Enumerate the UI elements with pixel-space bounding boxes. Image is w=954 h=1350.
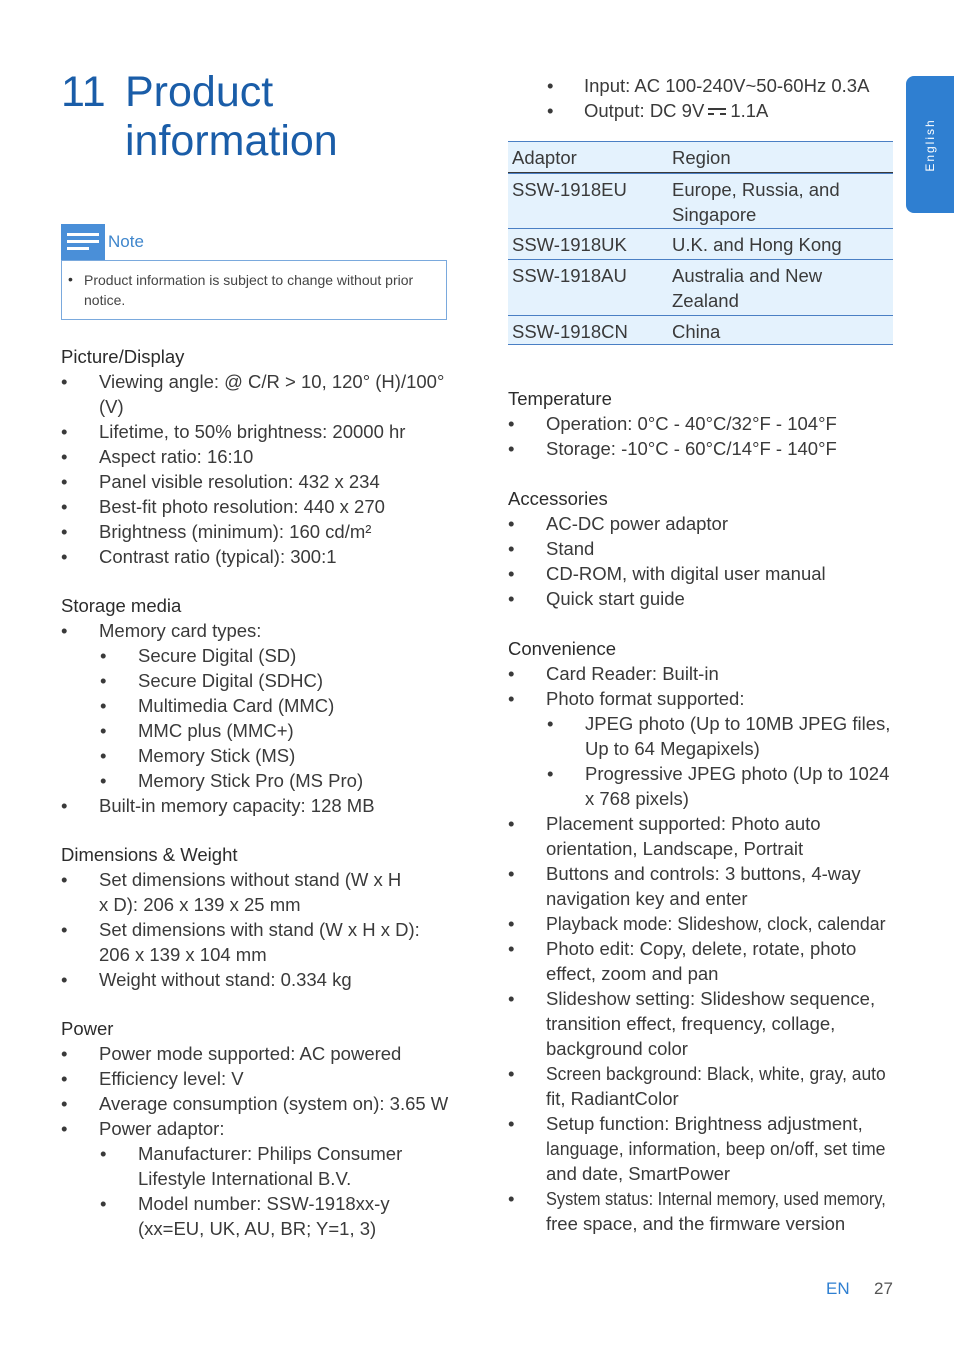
bullet-icon: • <box>61 869 68 890</box>
bullet-icon: • <box>508 863 515 884</box>
bullet-icon: • <box>100 695 107 716</box>
list-item-text: background color <box>546 1038 688 1059</box>
bullet-icon: • <box>61 1043 68 1064</box>
list-item-text: Power mode supported: AC powered <box>99 1043 402 1064</box>
bullet-icon: • <box>100 670 107 691</box>
table-header-cell: Region <box>672 147 731 168</box>
list-item-text: effect, zoom and pan <box>546 963 719 984</box>
section-heading: Temperature <box>508 388 612 409</box>
list-item-text: Progressive JPEG photo (Up to 1024 <box>585 763 890 784</box>
table-cell: SSW-1918AU <box>512 265 627 286</box>
bullet-icon: • <box>61 795 68 816</box>
bullet-icon: • <box>508 913 515 934</box>
table-cell: Europe, Russia, and Singapore <box>672 179 840 225</box>
list-item-text: System status: Internal memory, used memory, <box>546 1188 886 1209</box>
list-item-text: orientation, Landscape, Portrait <box>546 838 804 859</box>
list-item-text: transition effect, frequency, collage, <box>546 1013 836 1034</box>
bullet-icon: • <box>100 745 107 766</box>
list-item-text: Memory card types: <box>99 620 262 641</box>
bullet-icon: • <box>61 969 68 990</box>
table-header <box>508 142 893 173</box>
bullet-icon: • <box>61 1068 68 1089</box>
list-item-text: Memory Stick Pro (MS Pro) <box>138 770 364 791</box>
table-cell: U.K. and Hong Kong <box>672 234 842 255</box>
list-item-text: x 768 pixels) <box>585 788 689 809</box>
bullet-icon: • <box>508 413 515 434</box>
bullet-icon: • <box>61 521 68 542</box>
list-item-text: Set dimensions with stand (W x H x D): <box>99 919 420 940</box>
bullet-icon: • <box>508 588 515 609</box>
note-title: Note <box>108 232 144 251</box>
list-item-text: Setup function: Brightness adjustment, <box>546 1113 863 1134</box>
note-icon <box>61 224 105 260</box>
list-item-text: Up to 64 Megapixels) <box>585 738 760 759</box>
bullet-icon: • <box>508 563 515 584</box>
bullet-icon: • <box>508 688 515 709</box>
power-output-pre: Output: DC 9V <box>584 100 705 121</box>
list-item-text: Set dimensions without stand (W x H <box>99 869 402 890</box>
list-item-text: Card Reader: Built-in <box>546 663 719 684</box>
table-row <box>508 259 893 315</box>
language-tab-label: English <box>923 117 937 172</box>
bullet-icon: • <box>100 1193 107 1214</box>
bullet-icon: • <box>547 75 554 96</box>
bullet-icon: • <box>61 446 68 467</box>
table-cell: SSW-1918EU <box>512 179 627 200</box>
list-item-text: fit, RadiantColor <box>546 1088 679 1109</box>
bullet-icon: • <box>61 421 68 442</box>
title-line-1: Product <box>125 68 274 116</box>
list-item-text: Aspect ratio: 16:10 <box>99 446 254 467</box>
bullet-icon: • <box>508 1188 515 1209</box>
list-item-text: AC-DC power adaptor <box>546 513 728 534</box>
bullet-icon: • <box>547 100 554 121</box>
table-cell: SSW-1918CN <box>512 321 628 342</box>
list-item-text: 206 x 139 x 104 mm <box>99 944 267 965</box>
list-item-text: Panel visible resolution: 432 x 234 <box>99 471 380 492</box>
list-item-text: Model number: SSW-1918xx-y <box>138 1193 390 1214</box>
bullet-icon: • <box>547 763 554 784</box>
list-item-text: Multimedia Card (MMC) <box>138 695 335 716</box>
list-item-text: CD-ROM, with digital user manual <box>546 563 826 584</box>
adaptor-table <box>508 141 893 345</box>
bullet-icon: • <box>508 988 515 1009</box>
language-tab <box>906 76 954 213</box>
list-item-text: (xx=EU, UK, AU, BR; Y=1, 3) <box>138 1218 377 1239</box>
bullet-icon: • <box>508 938 515 959</box>
bullet-icon: • <box>100 720 107 741</box>
list-item-text: Weight without stand: 0.334 kg <box>99 969 352 990</box>
bullet-icon: • <box>61 371 68 392</box>
list-item-text: Average consumption (system on): 3.65 W <box>99 1093 449 1114</box>
section-heading: Accessories <box>508 488 608 509</box>
power-output-post: 1.1A <box>730 100 769 121</box>
bullet-icon: • <box>508 438 515 459</box>
list-item-text: Best-fit photo resolution: 440 x 270 <box>99 496 385 517</box>
list-item-text: Quick start guide <box>546 588 685 609</box>
list-item-text: x D): 206 x 139 x 25 mm <box>99 894 301 915</box>
footer-language: EN <box>826 1279 850 1298</box>
bullet-icon: • <box>61 1118 68 1139</box>
bullet-icon: • <box>508 538 515 559</box>
list-item-text: language, information, beep on/off, set time <box>546 1138 886 1159</box>
list-item-text: Slideshow setting: Slideshow sequence, <box>546 988 876 1009</box>
section-heading: Storage media <box>61 595 182 616</box>
list-item-text: Secure Digital (SDHC) <box>138 670 324 691</box>
list-item-text: Photo edit: Copy, delete, rotate, photo <box>546 938 857 959</box>
bullet-icon: • <box>508 1063 515 1084</box>
list-item-text: Buttons and controls: 3 buttons, 4-way <box>546 863 861 884</box>
bullet-icon: • <box>61 546 68 567</box>
list-item-text: navigation key and enter <box>546 888 748 909</box>
list-item-text: and date, SmartPower <box>546 1163 731 1184</box>
list-item-text: Photo format supported: <box>546 688 745 709</box>
dc-symbol-icon <box>708 108 726 116</box>
list-item-text: Stand <box>546 538 595 559</box>
bullet-icon: • <box>61 1093 68 1114</box>
section-heading: Convenience <box>508 638 616 659</box>
list-item-text: Power adaptor: <box>99 1118 225 1139</box>
table-row <box>508 173 893 228</box>
bullet-icon: • <box>508 513 515 534</box>
table-cell: Australia and New Zealand <box>672 265 823 311</box>
list-item-text: Lifetime, to 50% brightness: 20000 hr <box>99 421 406 442</box>
table-header-cell: Adaptor <box>512 147 577 168</box>
list-item-text: Memory Stick (MS) <box>138 745 296 766</box>
list-item-text: Viewing angle: @ C/R > 10, 120° (H)/100° <box>99 371 445 392</box>
list-item-text: Screen background: Black, white, gray, auto <box>546 1063 886 1084</box>
list-item-text: free space, and the firmware version <box>546 1213 846 1234</box>
bullet-icon: • <box>547 713 554 734</box>
list-item-text: Built-in memory capacity: 128 MB <box>99 795 375 816</box>
list-item-text: Secure Digital (SD) <box>138 645 297 666</box>
list-item-text: Efficiency level: V <box>99 1068 244 1089</box>
title-line-2: information <box>125 117 338 165</box>
section-heading: Picture/Display <box>61 346 185 367</box>
chapter-number: 11 <box>61 68 106 116</box>
bullet-icon: • <box>68 271 73 287</box>
section-heading: Power <box>61 1018 114 1039</box>
list-item-text: Lifestyle International B.V. <box>138 1168 352 1189</box>
list-item-text: Storage: -10°C - 60°C/14°F - 140°F <box>546 438 837 459</box>
bullet-icon: • <box>100 645 107 666</box>
bullet-icon: • <box>61 919 68 940</box>
table-row <box>508 228 893 259</box>
table-cell: China <box>672 321 721 342</box>
list-item-text: Operation: 0°C - 40°C/32°F - 104°F <box>546 413 837 434</box>
bullet-icon: • <box>508 813 515 834</box>
list-item-text: Brightness (minimum): 160 cd/m² <box>99 521 372 542</box>
bullet-icon: • <box>61 496 68 517</box>
list-item-text: Manufacturer: Philips Consumer <box>138 1143 403 1164</box>
bullet-icon: • <box>61 471 68 492</box>
bullet-icon: • <box>61 620 68 641</box>
table-row <box>508 315 893 344</box>
list-item-text: Placement supported: Photo auto <box>546 813 821 834</box>
page-number: 27 <box>874 1279 893 1298</box>
power-input: Input: AC 100-240V~50-60Hz 0.3A <box>584 75 870 96</box>
bullet-icon: • <box>100 1143 107 1164</box>
table-cell: SSW-1918UK <box>512 234 627 255</box>
list-item-text: (V) <box>99 396 124 417</box>
bullet-icon: • <box>508 1113 515 1134</box>
note-text: Product information is subject to change without prior notice. <box>84 272 414 308</box>
bullet-icon: • <box>100 770 107 791</box>
list-item-text: MMC plus (MMC+) <box>138 720 294 741</box>
list-item-text: JPEG photo (Up to 10MB JPEG files, <box>585 713 891 734</box>
list-item-text: Contrast ratio (typical): 300:1 <box>99 546 337 567</box>
bullet-icon: • <box>508 663 515 684</box>
list-item-text: Playback mode: Slideshow, clock, calendar <box>546 913 886 934</box>
section-heading: Dimensions & Weight <box>61 844 238 865</box>
